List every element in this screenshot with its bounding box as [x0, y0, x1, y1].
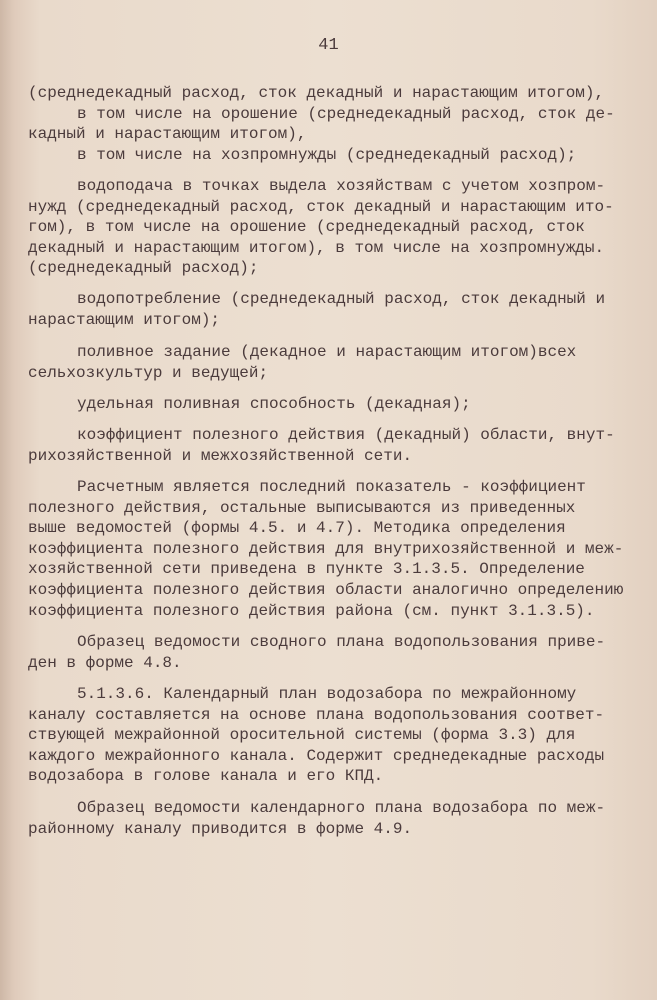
text-line: нужд (среднедекадный расход, сток декадный и нарастающим ито- [28, 197, 614, 216]
text-line: гом), в том числе на орошение (среднедекадный расход, сток [28, 218, 585, 237]
text-line: ствующей межрайонной оросительной системы (форма 3.3) для [28, 726, 576, 745]
text-line: ден в форме 4.8. [28, 653, 182, 672]
text-line: коэффициента полезного действия области аналогично определению [28, 581, 624, 599]
text-line: коэффициент полезного действия (декадный) области, внут- [77, 426, 615, 444]
text-line: поливное задание (декадное и нарастающим итогом)всех [77, 343, 577, 361]
text-line: районному каналу приводится в форме 4.9. [28, 819, 413, 838]
text-line: в том числе на хозпромнужды (среднедекадный расход); [77, 145, 577, 164]
text-line: рихозяйственной и межхозяйственной сети. [28, 446, 413, 465]
text-line: 5.1.3.6. Календарный план водозабора по межрайонному [77, 685, 577, 703]
text-line: нарастающим итогом); [28, 310, 221, 329]
text-line: кадный и нарастающим итогом), [28, 125, 307, 144]
text-line: водопотребление (среднедекадный расход, сток декадный и [77, 290, 606, 308]
text-line: выше ведомостей (формы 4.5. и 4.7). Методика определения [28, 519, 566, 538]
text-line: каналу составляется на основе плана водопользования соответ- [28, 705, 605, 724]
text-line: каждого межрайонного канала. Содержит среднедекадные расходы [28, 746, 605, 765]
text-line: в том числе на орошение (среднедекадный расход, сток де- [77, 104, 615, 123]
text-line: удельная поливная способность (декадная); [77, 395, 471, 413]
text-line: сельхозкультур и ведущей; [28, 363, 269, 382]
page-number: 41 [318, 36, 339, 55]
text-line: Образец ведомости сводного плана водопользования приве- [77, 633, 606, 651]
text-line: Расчетным является последний показатель - коэффициент [77, 478, 586, 496]
text-line: (среднедекадный расход, сток декадный и нарастающим итогом), [28, 84, 605, 102]
text-line: (среднедекадный расход); [28, 259, 259, 278]
text-line: коэффициента полезного действия района (см. пункт 3.1.3.5). [28, 601, 595, 620]
text-line: полезного действия, остальные выписываются из приведенных [28, 498, 576, 517]
text-line: водоподача в точках выдела хозяйствам с учетом хозпром- [77, 177, 606, 195]
text-line: коэффициента полезного действия для внутрихозяйственной и меж- [28, 539, 624, 558]
text-line: хозяйственной сети приведена в пункте 3.1.3.5. Определение [28, 560, 585, 579]
text-line: Образец ведомости календарного плана водозабора по меж- [77, 799, 606, 817]
text-line: водозабора в голове канала и его КПД. [28, 767, 384, 786]
text-line: декадный и нарастающим итогом), в том числе на хозпромнужды. [28, 238, 605, 257]
